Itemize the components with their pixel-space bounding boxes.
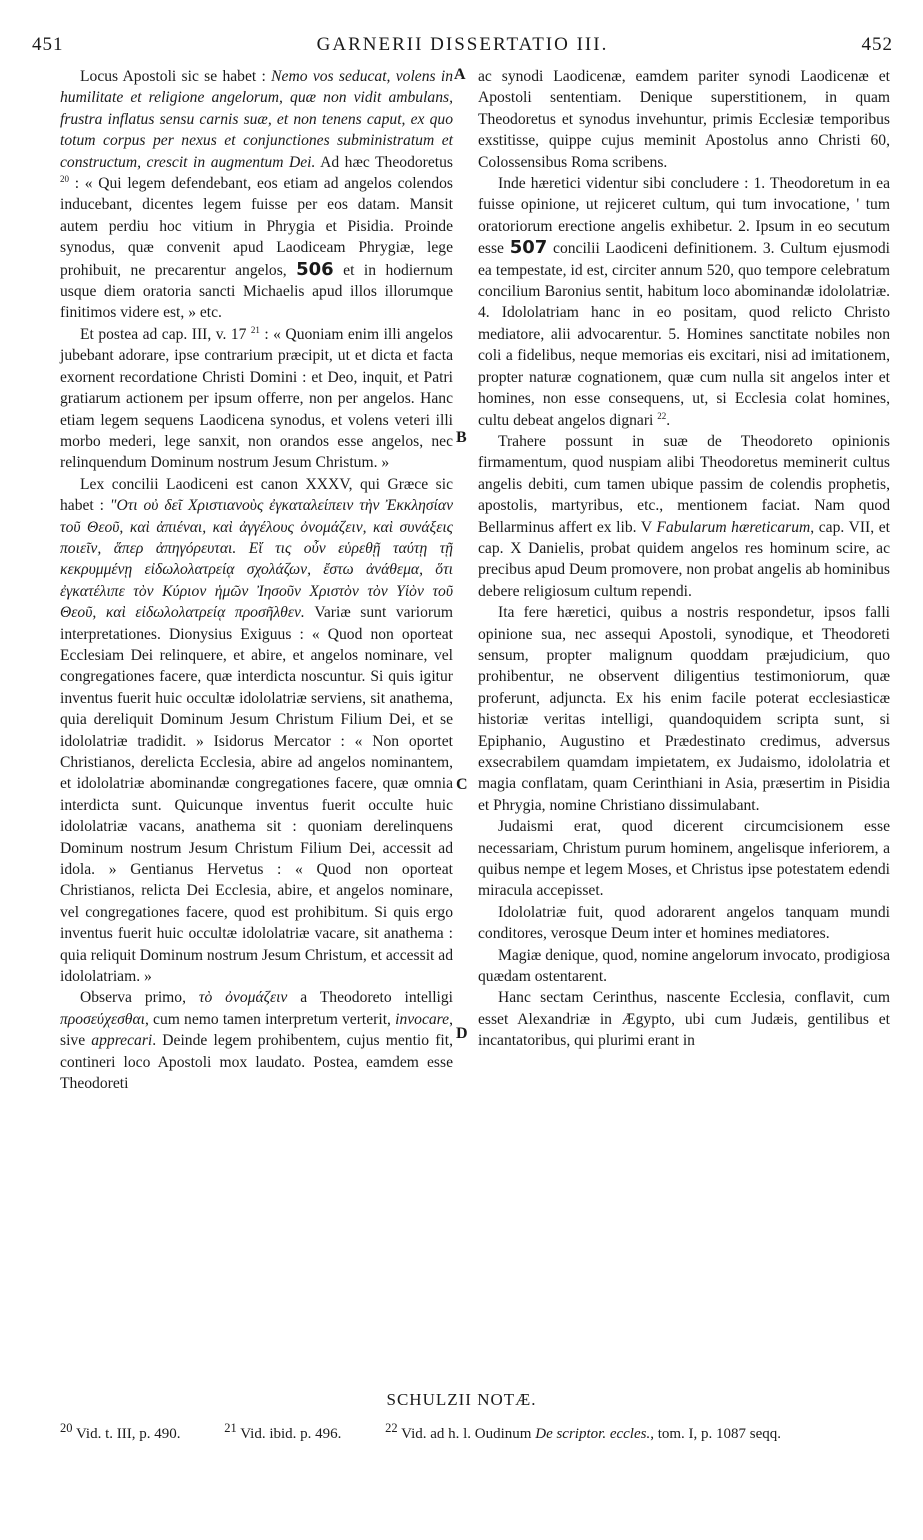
footnote-text: , tom. I, p. 1087 seqq. — [650, 1426, 782, 1442]
paragraph: Magiæ denique, quod, nomine angelorum invocato, prodigiosa quædam ostentarent. — [478, 946, 890, 986]
italic-term: apprecari — [91, 1032, 153, 1050]
footnote-text: Vid. ibid. p. 496. — [236, 1426, 342, 1442]
section-marker-b: B — [456, 429, 467, 446]
paragraph: Ita fere hæretici, quibus a nostris respondetur, ipsos falli opinione sua, nec assequi Apostoli, synodique, et Theodoreti sensum, propter malignum quoddam præjudicium, quo prohibentur, ne observent diligentius testimoniorum, quæ proferunt, adjuncta. Ex his enim facile poterat ecclesiasticæ historiæ veritas intelligi, quandoquidem scripta sunt, si Epiphanio, Augustino et Prædestinato credimus, adversus exsecrabilem quamdam impietatem, ex Judaismo, idololatria et magia conflatam, quam Cerinthiani in Asia, præsertim in Pisidia et Phrygia, nomine Christiano dissimulabant. — [478, 604, 890, 814]
text: Observa primo, — [80, 989, 199, 1007]
right-column — [478, 66, 890, 1052]
footnote-21 — [224, 1421, 342, 1442]
footnote-ref[interactable]: 22 — [657, 410, 667, 421]
greek-term: προσεύχεσθαι — [60, 1010, 145, 1028]
text: a Theodoreto intelligi — [287, 989, 454, 1007]
page-number-left: 451 — [32, 34, 64, 55]
column-reference-number: 506 — [296, 258, 334, 280]
text: Et postea ad cap. III, v. 17 — [80, 325, 251, 343]
running-header — [32, 34, 893, 58]
section-marker-d: D — [456, 1025, 468, 1042]
text: Variæ sunt variorum interpretationes. Dionysius Exiguus : « Quod non oporteat Ecclesiam Dei relinquere, et abire, et angelos nominare, vel congregationes facere, quæ interdicta noscuntur. Si quis igitur inventus fuerit huic occultæ idololatriæ serviens, sit anathema, quia dereliquit Dominum Jesum Christum Filium Dei, et se idololatriæ tradidit. » Isidorus Mercator : « Non oportet Christianos, derelicta Ecclesia, abire ad angelos nominantem, et idololatriæ abominandæ congregationes facere, quæ omnia interdicta sunt. Quicunque inventus fuerit occulte huic idololatriæ vacans, anathema sit : quoniam derelinquens Dominum nostrum Jesum Christum Filium Dei, accessit ad idola. » Gentianus Hervetus : « Quod non oporteat Christianos, relicta Dei Ecclesia, abire, et angelos nominare, vel congregationes facere, quod est prohibitum. Si quis ergo inventus fuerit huic occultæ idololatriæ vacare, sit anathema : quia reliquit Dominum nostrum Jesum Christum, et accessit ad idololatriam. » — [60, 604, 454, 986]
italic-term: invocare — [395, 1010, 450, 1028]
column-reference-number: 507 — [509, 237, 548, 259]
text: concilii Laodiceni definitionem. 3. Cultum ejusmodi ea tempestate, id est, circiter annum 520, quo tempore celebratum concilium Baronius sentit, habitum loco abominandæ idololatriæ. 4. Idololatriam hanc in eo positam, quod relicto Christo mediatore, alii advocarentur. 5. Homines sanctitate nobiles non coli a fidelibus, neque memorias eis excitari, nisi ad imitationem, propter naturæ cognationem, quæ cum nulla sit angelos inter et homines, non esse consequens, ut, si Ecclesia colat homines, cultu debeat angelos dignari — [478, 240, 890, 429]
section-marker-a: A — [454, 66, 466, 83]
header-title: GARNERII DISSERTATIO III. — [316, 34, 609, 55]
footnote-number: 20 — [60, 1421, 73, 1435]
text: , sive — [60, 1010, 453, 1050]
left-column — [60, 66, 453, 1095]
footnote-number: 21 — [224, 1421, 237, 1435]
paragraph: Idololatriæ fuit, quod adorarent angelos tanquam mundi conditores, verosque Deum inter et homines mediatores. — [478, 903, 890, 943]
text: , cap. VII, et cap. X Danielis, probat quidem angelos res hominum scire, ac precibus apud Deum promovere, non probat angelis ab hominibus debere religiosum cultum rependi. — [478, 518, 890, 600]
text: Ad hæc Theodoretus — [315, 153, 453, 171]
text: , cum nemo tamen interpretum verterit, — [144, 1010, 396, 1028]
paragraph: ac synodi Laodicenæ, eamdem pariter synodi Laodicenæ et Apostoli sententiam. Denique superstitionem, in quam Theodoretus et synodus invehuntur, primis Ecclesiæ temporibus exstitisse, quippe cujus meminit Apostolus anno Christi 60, Colossensibus Roma scribens. — [478, 68, 890, 171]
notes-heading: SCHULZII NOTÆ. — [386, 1390, 537, 1409]
text: Trahere possunt in suæ de Theodoreto opinionis firmamentum, quod nuspiam alibi Theodoretus meminerit cultus angelis debiti, cum tamen ubique passim de colendis prophetis, apostolis, martyribus, etc., mentionem faciat. Nam quod Bellarminus affert ex lib. V — [478, 432, 890, 536]
footnote-italic: De scriptor. eccles. — [535, 1426, 651, 1442]
italic-title: Fabularum hæreticarum — [656, 518, 811, 536]
greek-term: τὸ ὀνομάζειν — [198, 989, 288, 1007]
text: . — [666, 411, 671, 429]
text: : « Qui legem defendebant, eos etiam ad angelos colendos inducebant, dicentes legem fuisse per eos datam. Mansit autem perdiu hoc vitium in Phrygia et Pisidia. Proinde synodus, quæ convenit apud Laodiceam Phrygiæ, lege prohibuit, ne precarentur angelos, — [60, 175, 453, 279]
paragraph — [60, 474, 453, 988]
paragraph — [478, 431, 890, 602]
paragraph: Hanc sectam Cerinthus, nascente Ecclesia, conflavit, cum esset Alexandriæ in Ægypto, ubi cum Judæis, gentilibus et incantatoribus, qui plurimi erant in — [478, 989, 890, 1050]
paragraph — [60, 324, 453, 474]
footnotes — [60, 1418, 890, 1444]
paragraph — [60, 66, 453, 324]
paragraph — [60, 987, 453, 1094]
text: Lex concilii Laodiceni est canon XXXV, qui Græce sic habet : — [60, 475, 453, 515]
paragraph: Judaismi erat, quod dicerent circumcisionem esse necessariam, Christum purum hominem, angelisque inferiorem, a quibus nempe et legem Moses, et Christus ipse potestatem edendi miracula accepisset. — [478, 818, 890, 900]
text: Inde hæretici videntur sibi concludere : 1. Theodoretum in ea fuisse opinione, ut rejiceret cultum, qui tum invocatione, ' tum oratoriorum erectione angelis exhibetur. 2. Ipsum in eo secutum esse — [478, 175, 890, 258]
italic-quote: Nemo vos seducat, volens in humilitate et religione angelorum, quæ non vidit ambulans, frustra inflatus sensu carnis suæ, et non tenens caput, ex quo totum corpus per nexus et conjunctiones subministratum et constructum, crescit in augmentum Dei. — [60, 68, 453, 171]
page-number-right: 452 — [861, 34, 893, 55]
text: . Deinde legem prohibentem, cujus mentio fit, contineri loco Apostoli mox laudato. Postea, eamdem esse Theodoreti — [60, 1032, 453, 1093]
section-marker-c: C — [456, 776, 468, 793]
footnote-text: Vid. ad h. l. Oudinum — [397, 1426, 536, 1442]
greek-quote: "Οτι οὐ δεῖ Χριστιανοὺς ἐγκαταλείπειν τὴν Ἐκκλησίαν τοῦ Θεοῦ, καὶ ἀπιέναι, καὶ ἀγγέλους ὀνομάζειν, καὶ συνάξεις ποιεῖν, ἅπερ ἀπηγόρευται. Εἴ τις οὖν εὑρεθῇ ταύτῃ τῇ κεκρυμμένῃ εἰδωλολατρείᾳ σχολάζων, ἔστω ἀνάθεμα, ὅτι ἐγκατέλιπε τὸν Κύριον ἡμῶν Ἰησοῦν Χριστὸν τὸν Υἱὸν τοῦ Θεοῦ, καὶ εἰδωλολατρείᾳ προσῆλθεν. — [60, 497, 454, 622]
footnote-ref[interactable]: 21 — [250, 324, 260, 335]
text: et in hodiernum usque diem oratoria sancti Michaelis apud illos illorumque finitimos videre est, » etc. — [60, 261, 454, 322]
footnote-text: Vid. t. III, p. 490. — [72, 1426, 181, 1442]
footnote-20 — [60, 1421, 181, 1442]
text: Locus Apostoli sic se habet : — [80, 68, 272, 85]
paragraph — [478, 173, 890, 431]
footnote-ref[interactable]: 20 — [60, 173, 69, 184]
text: : « Quoniam enim illi angelos jubebant adorare, ipse contrarium præcipit, ut et dicta et facta exornent recordatione Christi Domini : et Deo, inquit, et Patri gratiarum actionem per ipsum offerre, non per angelos. Hanc etiam legem sequens Laodicena synodus, et volens veteri illi morbo mederi, lege sanxit, non orandos esse angelos, nec relinquendum Dominum nostrum Jesum Christum. » — [60, 325, 453, 472]
footnote-number: 22 — [385, 1421, 398, 1435]
footnote-22 — [385, 1421, 782, 1442]
